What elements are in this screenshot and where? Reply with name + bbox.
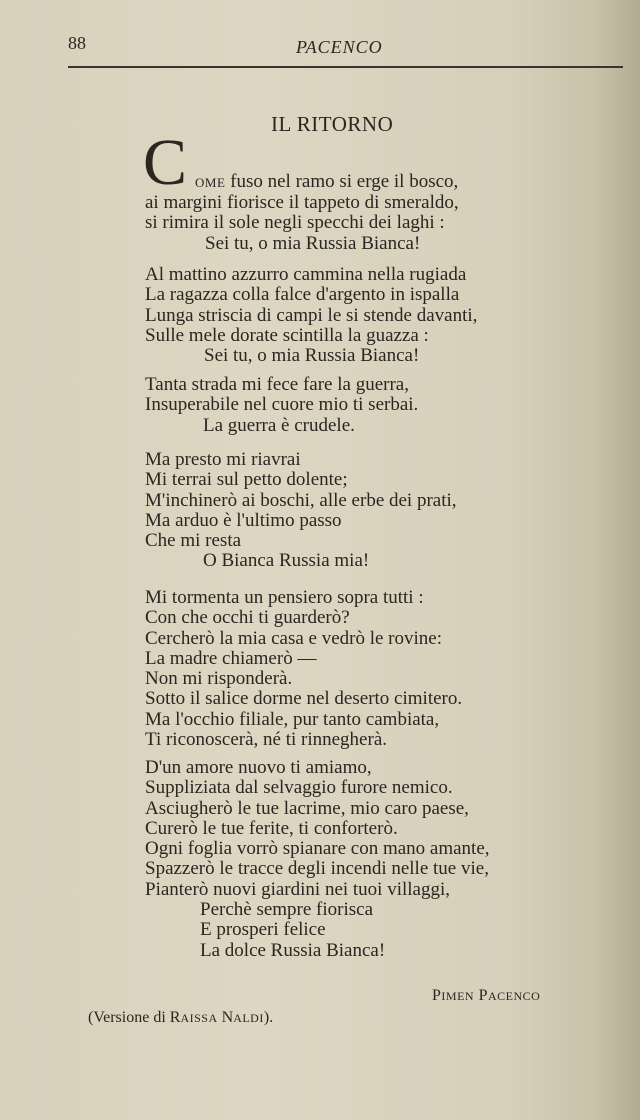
drop-cap: C — [143, 126, 188, 199]
verse-line: Perchè sempre fiorisca — [200, 899, 374, 921]
stanza — [145, 375, 418, 436]
stanza — [145, 265, 477, 366]
verse-line: La guerra è crudele. — [203, 414, 355, 436]
stanza — [145, 588, 462, 750]
verse-line: Cercherò la mia casa e vedrò le rovine: — [145, 627, 442, 649]
verse-line: Con che occhi ti guarderò? — [145, 607, 350, 629]
verse-line: La ragazza colla falce d'argento in ispalla — [145, 284, 460, 306]
verse-line: M'inchinerò ai boschi, alle erbe dei prati, — [145, 489, 457, 511]
trans-initial: N — [221, 1009, 234, 1026]
author-signature — [432, 987, 540, 1005]
trans-text: AISSA — [180, 1011, 218, 1025]
trans-text: ALDI — [233, 1011, 264, 1025]
verse-line: Che mi resta — [145, 530, 242, 552]
verse-line: La madre chiamerò — — [145, 647, 317, 669]
header-rule — [68, 66, 623, 68]
verse-line: Mi terrai sul petto dolente; — [145, 469, 348, 491]
verse-line: Ma arduo è l'ultimo passo — [145, 509, 342, 531]
sig-text: IMEN — [441, 989, 475, 1003]
sig-text: ACENCO — [487, 989, 541, 1003]
trans-initial: R — [169, 1009, 181, 1026]
stanza — [145, 193, 459, 254]
verse-line: si rimira il sole negli specchi dei laghi : — [145, 212, 445, 234]
verse-line: E prosperi felice — [200, 919, 326, 941]
verse-line: Mi tormenta un pensiero sopra tutti : — [145, 587, 424, 608]
verse-line: Asciugherò le tue lacrime, mio caro paese, — [145, 797, 469, 819]
running-head: PACENCO — [296, 37, 383, 57]
trans-prefix: (Versione di — [88, 1009, 170, 1026]
poem-title: IL RITORNO — [271, 112, 394, 136]
verse-line: Ogni foglia vorrò spianare con mano amante, — [145, 838, 490, 860]
verse-line: Ma l'occhio filiale, pur tanto cambiata, — [145, 708, 440, 730]
verse-line: Ma presto mi riavrai — [145, 449, 301, 470]
stanza — [145, 450, 457, 572]
stanza — [145, 758, 490, 961]
page-number: 88 — [68, 33, 86, 53]
verse-line: Spazzerò le tracce degli incendi nelle tue vie, — [145, 858, 489, 880]
verse-line: Tanta strada mi fece fare la guerra, — [145, 374, 409, 395]
sig-initial: P — [432, 987, 442, 1004]
trans-suffix: ). — [263, 1009, 274, 1026]
verse-line: Pianterò nuovi giardini nei tuoi villaggi, — [145, 878, 451, 900]
verse-line: D'un amore nuovo ti amiamo, — [145, 757, 372, 778]
verse-line: Lunga striscia di campi le si stende davanti, — [145, 304, 478, 326]
verse-line: Insuperabile nel cuore mio ti serbai. — [145, 394, 419, 416]
verse-line: Non mi risponderà. — [145, 668, 293, 690]
first-word-smallcaps: OME — [195, 175, 226, 190]
verse-line: O Bianca Russia mia! — [203, 550, 370, 572]
first-line — [195, 172, 458, 193]
verse-line: Curerò le tue ferite, ti conforterò. — [145, 817, 398, 839]
verse-line: Sulle mele dorate scintilla la guazza : — [145, 324, 429, 346]
first-line-text: fuso nel ramo si erge il bosco, — [225, 171, 459, 192]
verse-line: Sei tu, o mia Russia Bianca! — [204, 345, 420, 367]
verse-line: La dolce Russia Bianca! — [200, 939, 386, 961]
verse-line: Al mattino azzurro cammina nella rugiada — [145, 264, 467, 285]
verse-line: Sei tu, o mia Russia Bianca! — [205, 232, 421, 254]
sig-initial: P — [478, 987, 488, 1004]
translation-credit — [88, 1009, 273, 1027]
verse-line: Suppliziata dal selvaggio furore nemico. — [145, 777, 453, 799]
verse-line: Ti riconoscerà, né ti rinnegherà. — [145, 729, 387, 751]
verse-line: ai margini fiorisce il tappeto di smeraldo, — [145, 192, 459, 213]
verse-line: Sotto il salice dorme nel deserto cimitero. — [145, 688, 463, 710]
